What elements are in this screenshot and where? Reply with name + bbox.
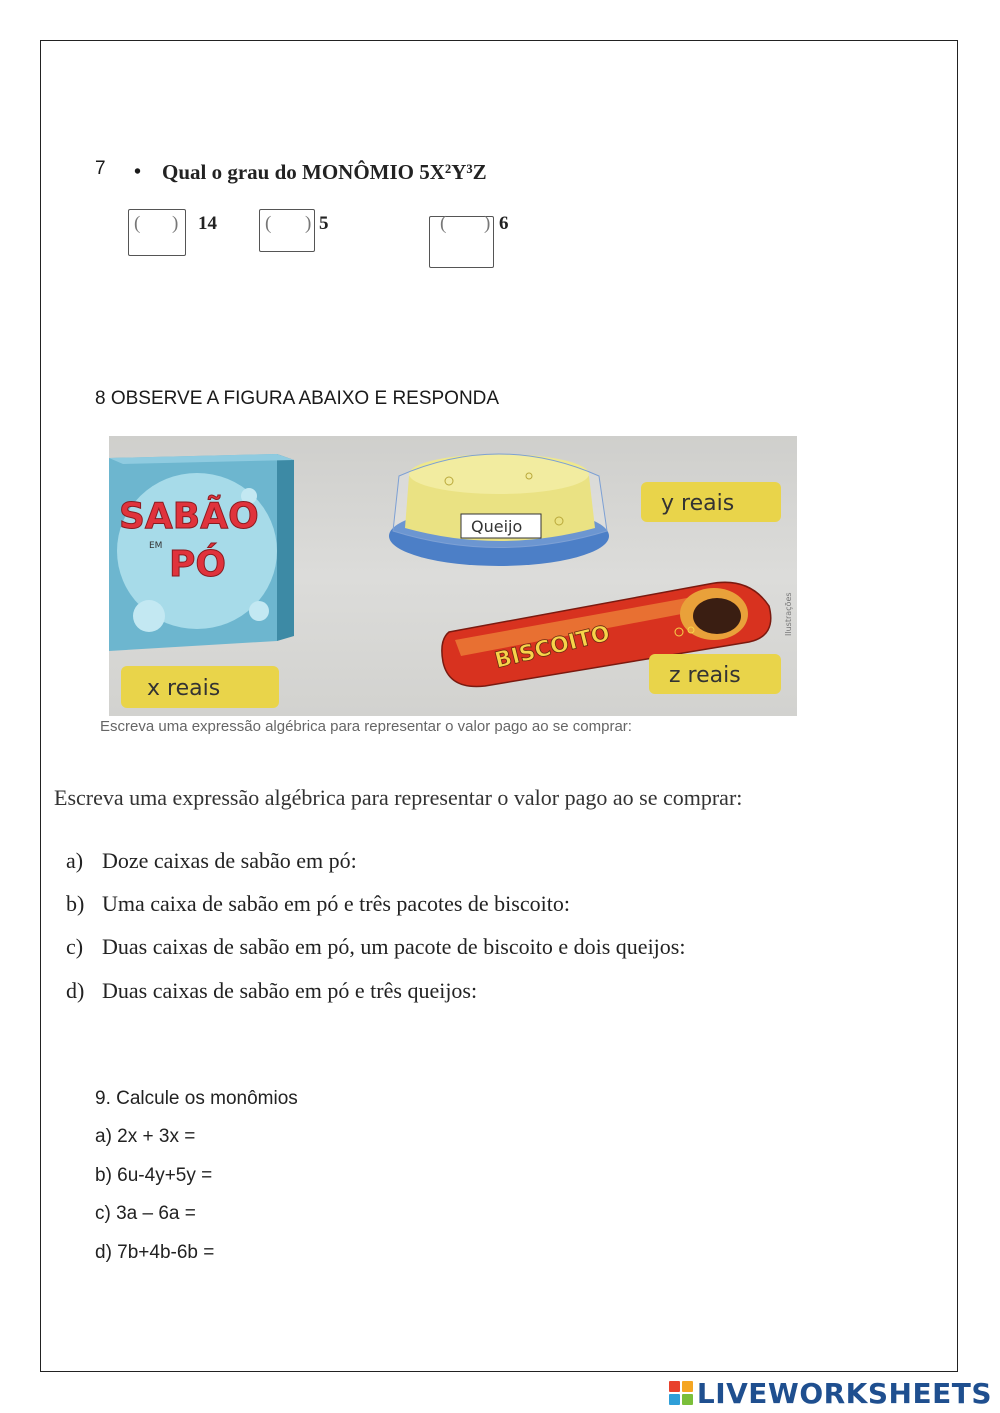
- logo-square: [669, 1381, 680, 1392]
- soap-box-text-2: PÓ: [169, 544, 226, 585]
- price-x: x reais: [147, 676, 221, 701]
- item-text: Doze caixas de sabão em pó:: [102, 848, 357, 873]
- q9-item-d: d) 7b+4b-6b =: [95, 1242, 215, 1263]
- q7-number: 7: [95, 158, 106, 179]
- logo-grid-icon: [669, 1381, 693, 1405]
- logo-square: [682, 1381, 693, 1392]
- q8-title: 8 OBSERVE A FIGURA ABAIXO E RESPONDA: [95, 388, 500, 409]
- cut-off-line: Escreva uma expressão algébrica para representar o valor pago ao se comprar:: [100, 718, 632, 735]
- products-illustration: [109, 436, 797, 716]
- price-z: z reais: [669, 663, 741, 688]
- q7-option-1: 14: [198, 213, 217, 234]
- item-text: Duas caixas de sabão em pó e três queijos:: [102, 978, 478, 1003]
- q9-item-b: b) 6u-4y+5y =: [95, 1165, 213, 1186]
- paren-close: ): [172, 213, 179, 234]
- item-letter: a): [66, 848, 84, 873]
- q8-item-a: [66, 848, 357, 874]
- paren-open: (: [134, 213, 141, 234]
- item-letter: c): [66, 934, 84, 959]
- products-figure: [109, 436, 797, 716]
- price-tag-z: [649, 654, 781, 694]
- soap-box-text-1: SABÃO: [119, 496, 259, 537]
- liveworksheets-logo[interactable]: [669, 1376, 992, 1410]
- item-text: Uma caixa de sabão em pó e três pacotes de biscoito:: [102, 891, 570, 916]
- q8-item-d: [66, 978, 477, 1004]
- biscuit-label: BISCOITO: [492, 621, 613, 674]
- cheese: [389, 454, 609, 566]
- q8-instruction: Escreva uma expressão algébrica para representar o valor pago ao se comprar:: [54, 785, 743, 810]
- q7-option-2: 5: [319, 213, 329, 234]
- price-tag-y: [641, 482, 781, 522]
- item-letter: b): [66, 891, 85, 916]
- item-letter: d): [66, 978, 85, 1003]
- q7-option-3: 6: [499, 213, 509, 234]
- illustration-credit: Ilustrações: [784, 592, 793, 636]
- paren-open: (: [265, 213, 272, 234]
- paren-close: ): [484, 213, 491, 234]
- price-y: y reais: [661, 491, 735, 516]
- paren-close: ): [305, 213, 312, 234]
- q9-title: 9. Calcule os monômios: [95, 1088, 298, 1109]
- q7-question: Qual o grau do MONÔMIO 5X²Y³Z: [162, 160, 487, 184]
- soap-box: [109, 454, 294, 651]
- soap-box-text-small: EM: [149, 541, 163, 551]
- item-text: Duas caixas de sabão em pó, um pacote de biscoito e dois queijos:: [102, 934, 686, 959]
- q7-bullet: •: [134, 161, 142, 183]
- logo-text: LIVEWORKSHEETS: [696, 1376, 992, 1410]
- logo-square: [682, 1394, 693, 1405]
- q8-item-b: [66, 891, 570, 917]
- logo-square: [669, 1394, 680, 1405]
- q9-item-c: c) 3a – 6a =: [95, 1203, 196, 1224]
- cheese-label: Queijo: [471, 517, 523, 536]
- paren-open: (: [440, 213, 447, 234]
- price-tag-x: [121, 666, 279, 708]
- q9-item-a: a) 2x + 3x =: [95, 1126, 196, 1147]
- q8-item-c: [66, 934, 685, 960]
